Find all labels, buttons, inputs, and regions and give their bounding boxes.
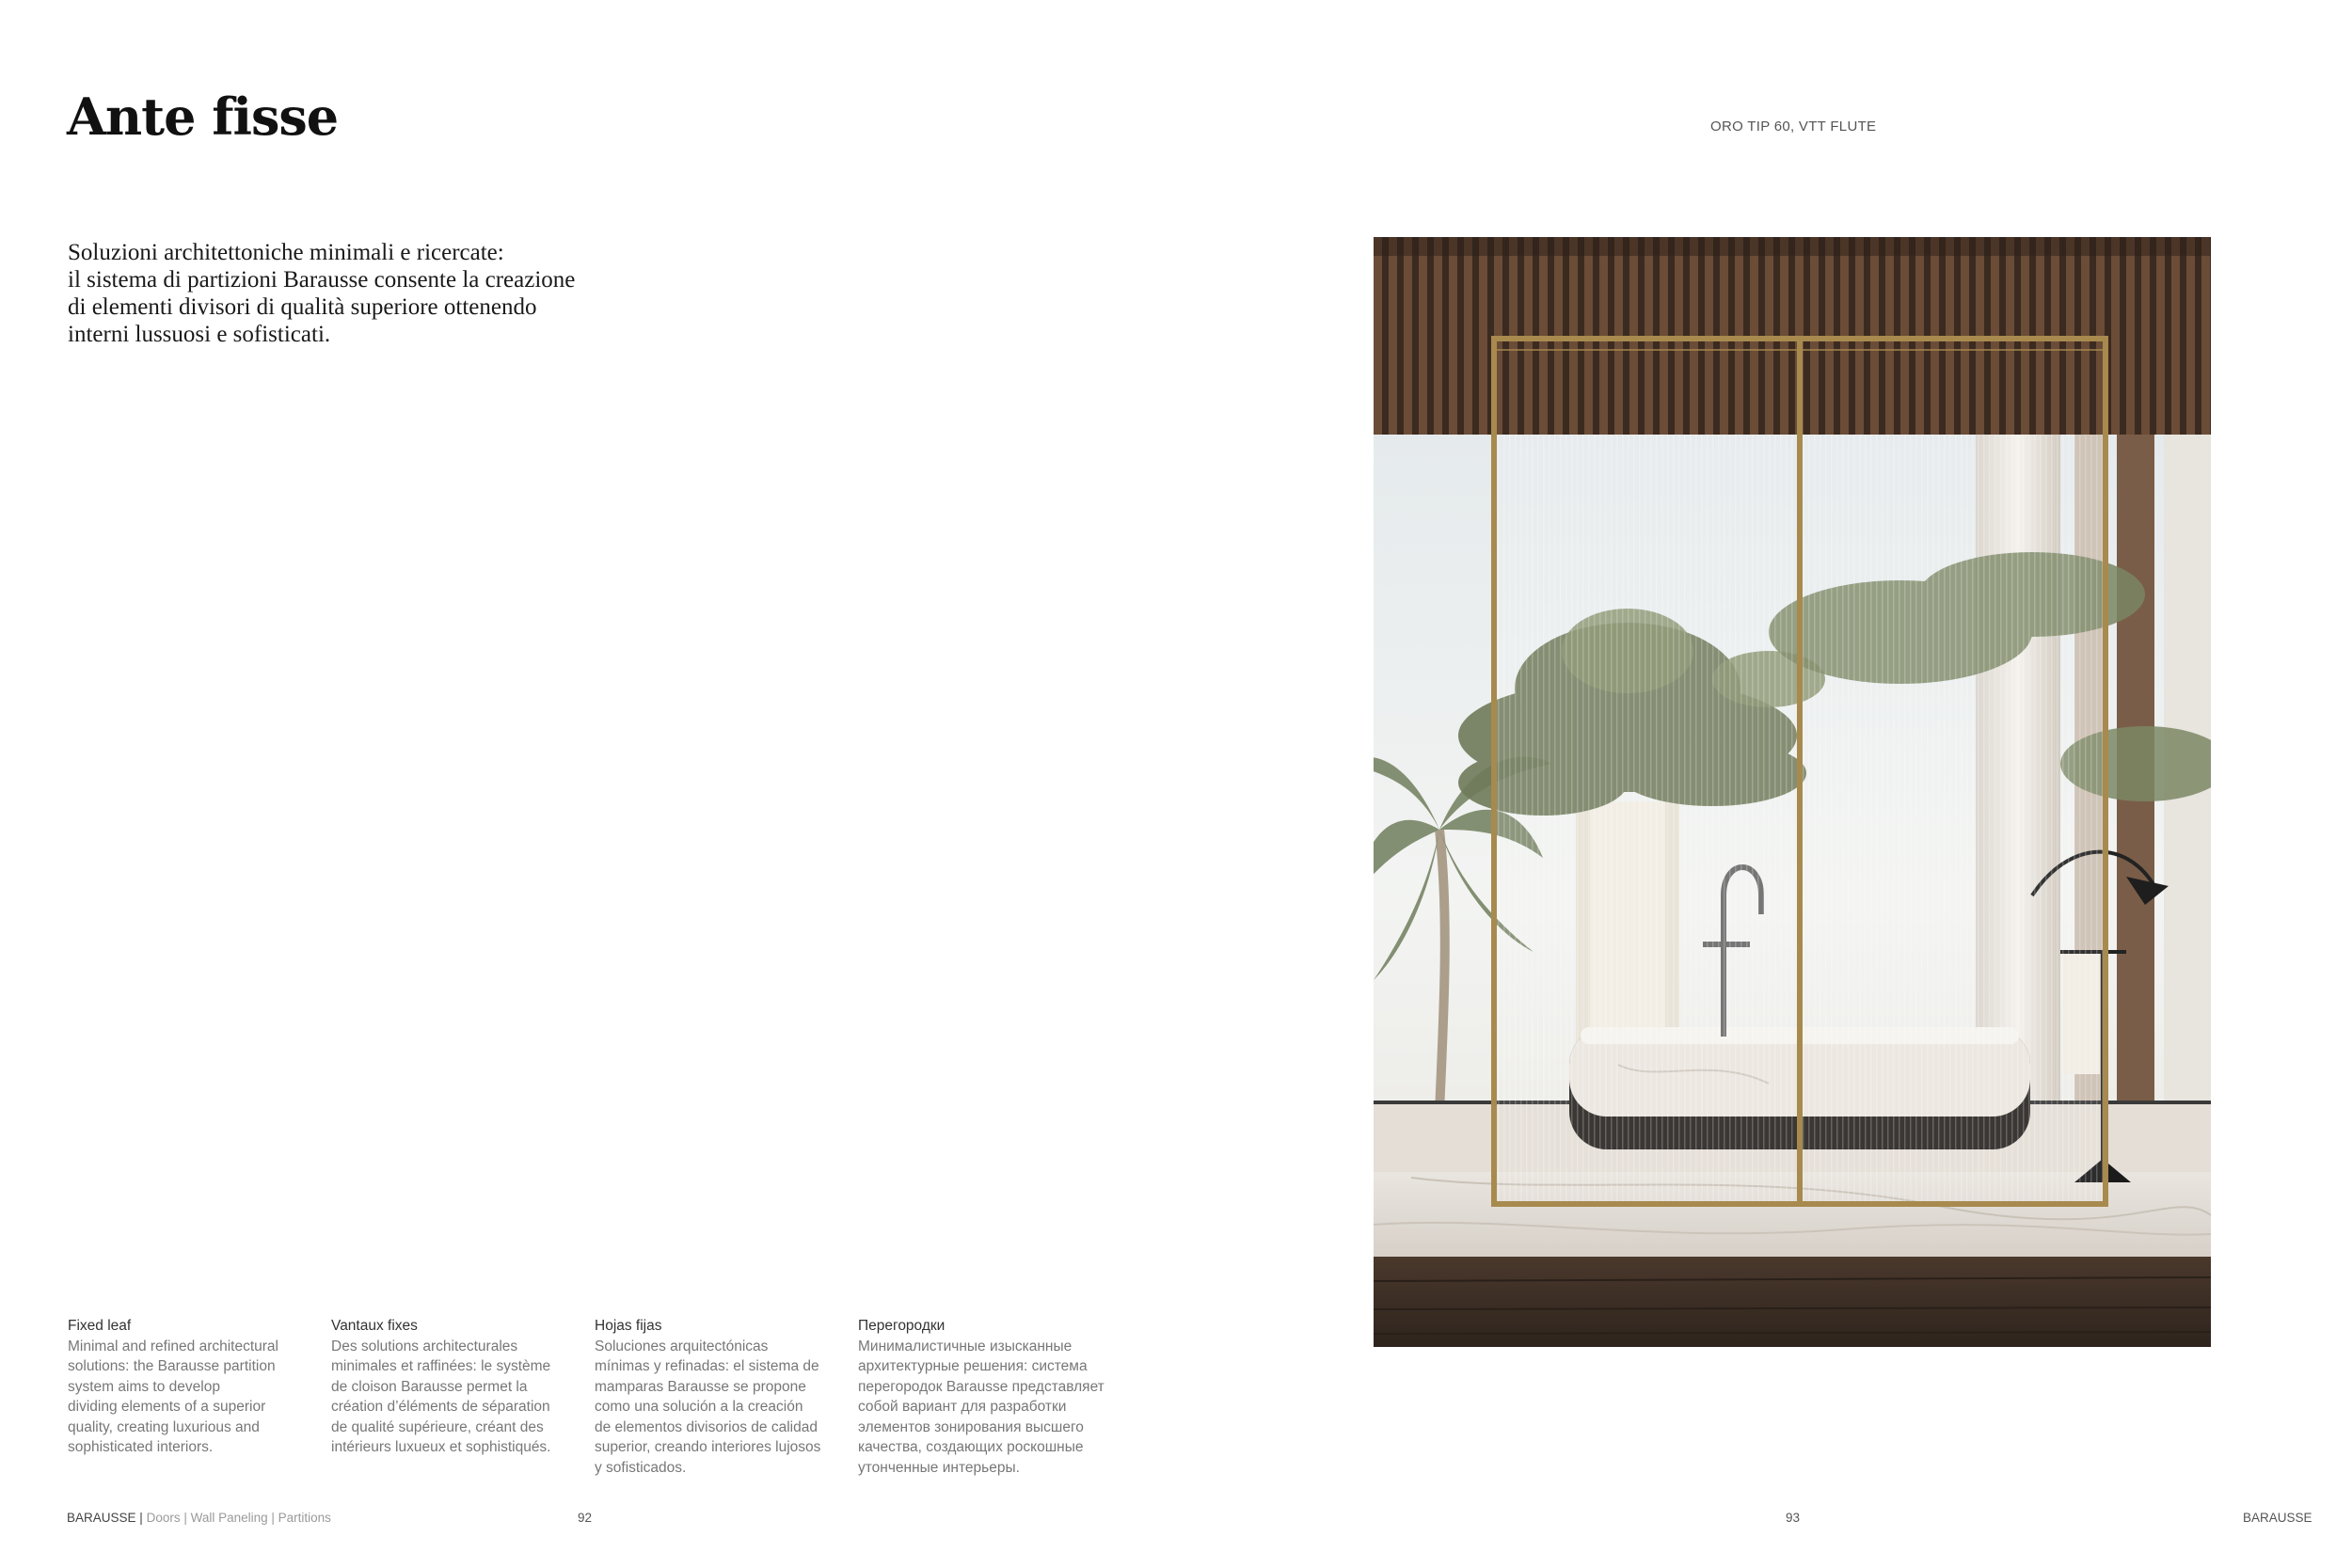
description-heading: Hojas fijas (595, 1318, 662, 1334)
footer-left (67, 1511, 331, 1525)
page-number-left: 92 (578, 1511, 593, 1525)
description-line: quality, creating luxurious and (68, 1418, 260, 1435)
description-line: перегородок Barausse представляет (858, 1378, 1104, 1395)
intro-line: interni lussuosi e sofisticati. (68, 322, 331, 347)
description-line: como una solución a la creación (595, 1399, 803, 1415)
description-line: system aims to develop (68, 1378, 220, 1395)
description-line: утонченные интерьеры. (858, 1459, 1020, 1476)
description-en (68, 1316, 312, 1458)
description-line: архитектурные решения: система (858, 1358, 1088, 1374)
description-line: mínimas y refinadas: el sistema de (595, 1358, 819, 1374)
intro-line: Soluzioni architettoniche minimali e ricercate: (68, 240, 504, 265)
intro-paragraph (68, 239, 651, 348)
footer-sections: Doors | Wall Paneling | Partitions (146, 1511, 331, 1525)
description-heading: Fixed leaf (68, 1318, 132, 1334)
description-line: intérieurs luxueux et sophistiqués. (331, 1439, 551, 1455)
description-line: Des solutions architecturales (331, 1338, 518, 1354)
description-line: Soluciones arquitectónicas (595, 1338, 769, 1354)
footer-separator: | (139, 1511, 143, 1525)
description-line: Minimal and refined architectural (68, 1338, 278, 1354)
description-ru (858, 1316, 1103, 1478)
description-line: solutions: the Barausse partition (68, 1358, 276, 1374)
description-line: superior, creando interiores lujosos (595, 1439, 821, 1455)
page-title: Ante fisse (67, 87, 339, 147)
description-heading: Перегородки (858, 1318, 946, 1334)
description-line: de cloison Barausse permet la (331, 1378, 528, 1395)
description-es (595, 1316, 839, 1478)
footer-brand: BARAUSSE (67, 1511, 136, 1525)
description-line: de qualité supérieure, créant des (331, 1418, 544, 1435)
intro-line: di elementi divisori di qualità superiore ottenendo (68, 294, 537, 320)
description-line: y sofisticados. (595, 1459, 687, 1476)
description-line: Минималистичные изысканные (858, 1338, 1073, 1354)
page-number-right: 93 (1786, 1511, 1801, 1525)
description-line: minimales et raffinées: le système (331, 1358, 551, 1374)
footer-brand-right: BARAUSSE (2243, 1511, 2312, 1525)
bathroom-partition-photo (1374, 237, 2211, 1347)
description-fr (331, 1316, 576, 1458)
description-line: création d’éléments de séparation (331, 1399, 550, 1415)
description-line: sophisticated interiors. (68, 1439, 214, 1455)
description-line: качества, создающих роскошные (858, 1439, 1084, 1455)
image-caption: ORO TIP 60, VTT FLUTE (1710, 119, 1877, 135)
description-line: mamparas Barausse se propone (595, 1378, 806, 1395)
description-line: dividing elements of a superior (68, 1399, 266, 1415)
description-heading: Vantaux fixes (331, 1318, 418, 1334)
description-line: de elementos divisorios de calidad (595, 1418, 818, 1435)
intro-line: il sistema di partizioni Barausse consente la creazione (68, 267, 576, 293)
description-line: собой вариант для разработки (858, 1399, 1067, 1415)
description-line: элементов зонирования высшего (858, 1418, 1084, 1435)
